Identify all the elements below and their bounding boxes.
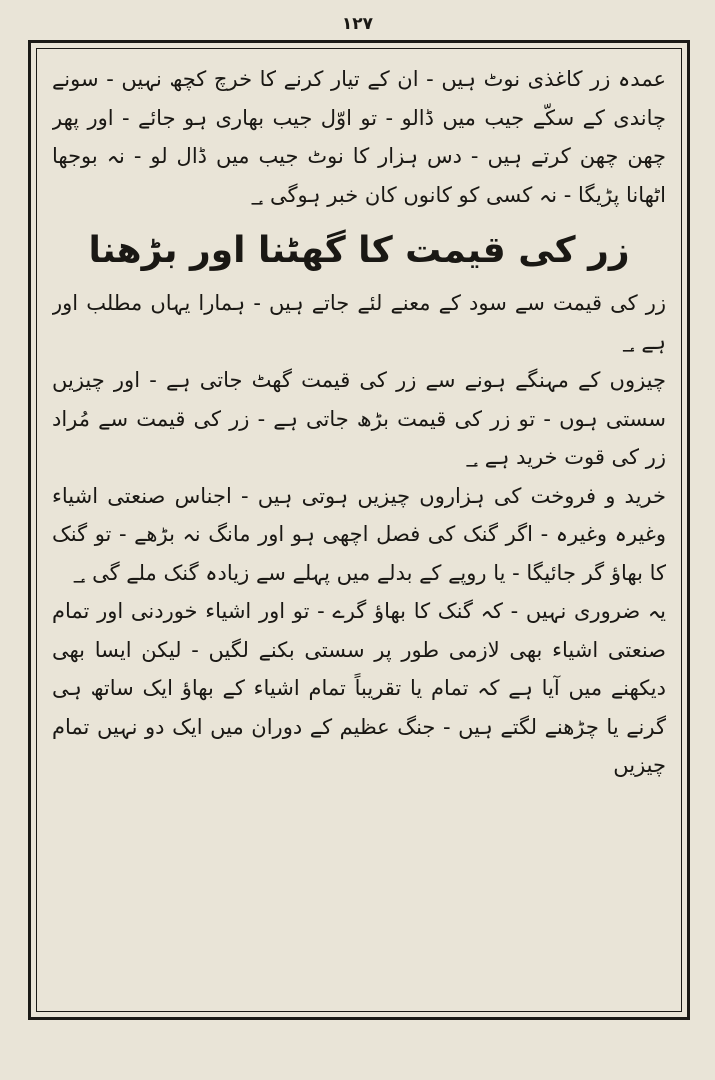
page-content [52, 60, 666, 1006]
section-heading: زر کی قیمت کا گھٹنا اور بڑھنا [88, 230, 630, 271]
body-paragraph-1: زر کی قیمت سے سود کے معنے لئے جاتے ہیں - ہمارا یہاں مطلب اور ہے ؀ [52, 291, 666, 354]
body-paragraph-2: چیزوں کے مہنگے ہونے سے زر کی قیمت گھٹ جاتی ہے - اور چیزیں سستی ہوں - تو زر کی قیمت بڑھ جاتی ہے - زر کی قیمت سے مُراد زر کی قوت خرید ہے ؀ [52, 368, 666, 469]
body-paragraph-4: یہ ضروری نہیں - کہ گنک کا بھاؤ گرے - تو اور اشیاء خوردنی اور تمام صنعتی اشیاء بھی لازمی طور پر سستی بکنے لگیں - لیکن ایسا بھی دیکھنے میں آیا ہے کہ تمام یا تقریباً تمام اشیاء کے بھاؤ ایک ساتھ ہی گرنے یا چڑھنے لگتے ہیں - جنگ عظیم کے دوران میں ایک دو نہیں تمام چیزیں [52, 599, 666, 777]
page-number: ۱۲۷ [341, 14, 374, 34]
intro-paragraph: عمدہ زر کاغذی نوٹ ہیں - ان کے تیار کرنے کا خرچ کچھ نہیں - سونے چاندی کے سکّے جیب میں ڈالو - تو اوّل جیب بھاری ہو جائے - اور پھر چھن چھن کرتے ہیں - دس ہزار کا نوٹ جیب میں ڈال لو - نہ بوجھا اٹھانا پڑیگا - نہ کسی کو کانوں کان خبر ہوگی ؀ [52, 67, 666, 207]
body-paragraph-3: خرید و فروخت کی ہزاروں چیزیں ہوتی ہیں - اجناس صنعتی اشیاء وغیرہ وغیرہ - اگر گنک کی فصل اچھی ہو اور مانگ نہ بڑھے - تو گنک کا بھاؤ گر جائیگا - یا روپے کے بدلے میں پہلے سے زیادہ گنک ملے گی ؀ [52, 483, 666, 585]
